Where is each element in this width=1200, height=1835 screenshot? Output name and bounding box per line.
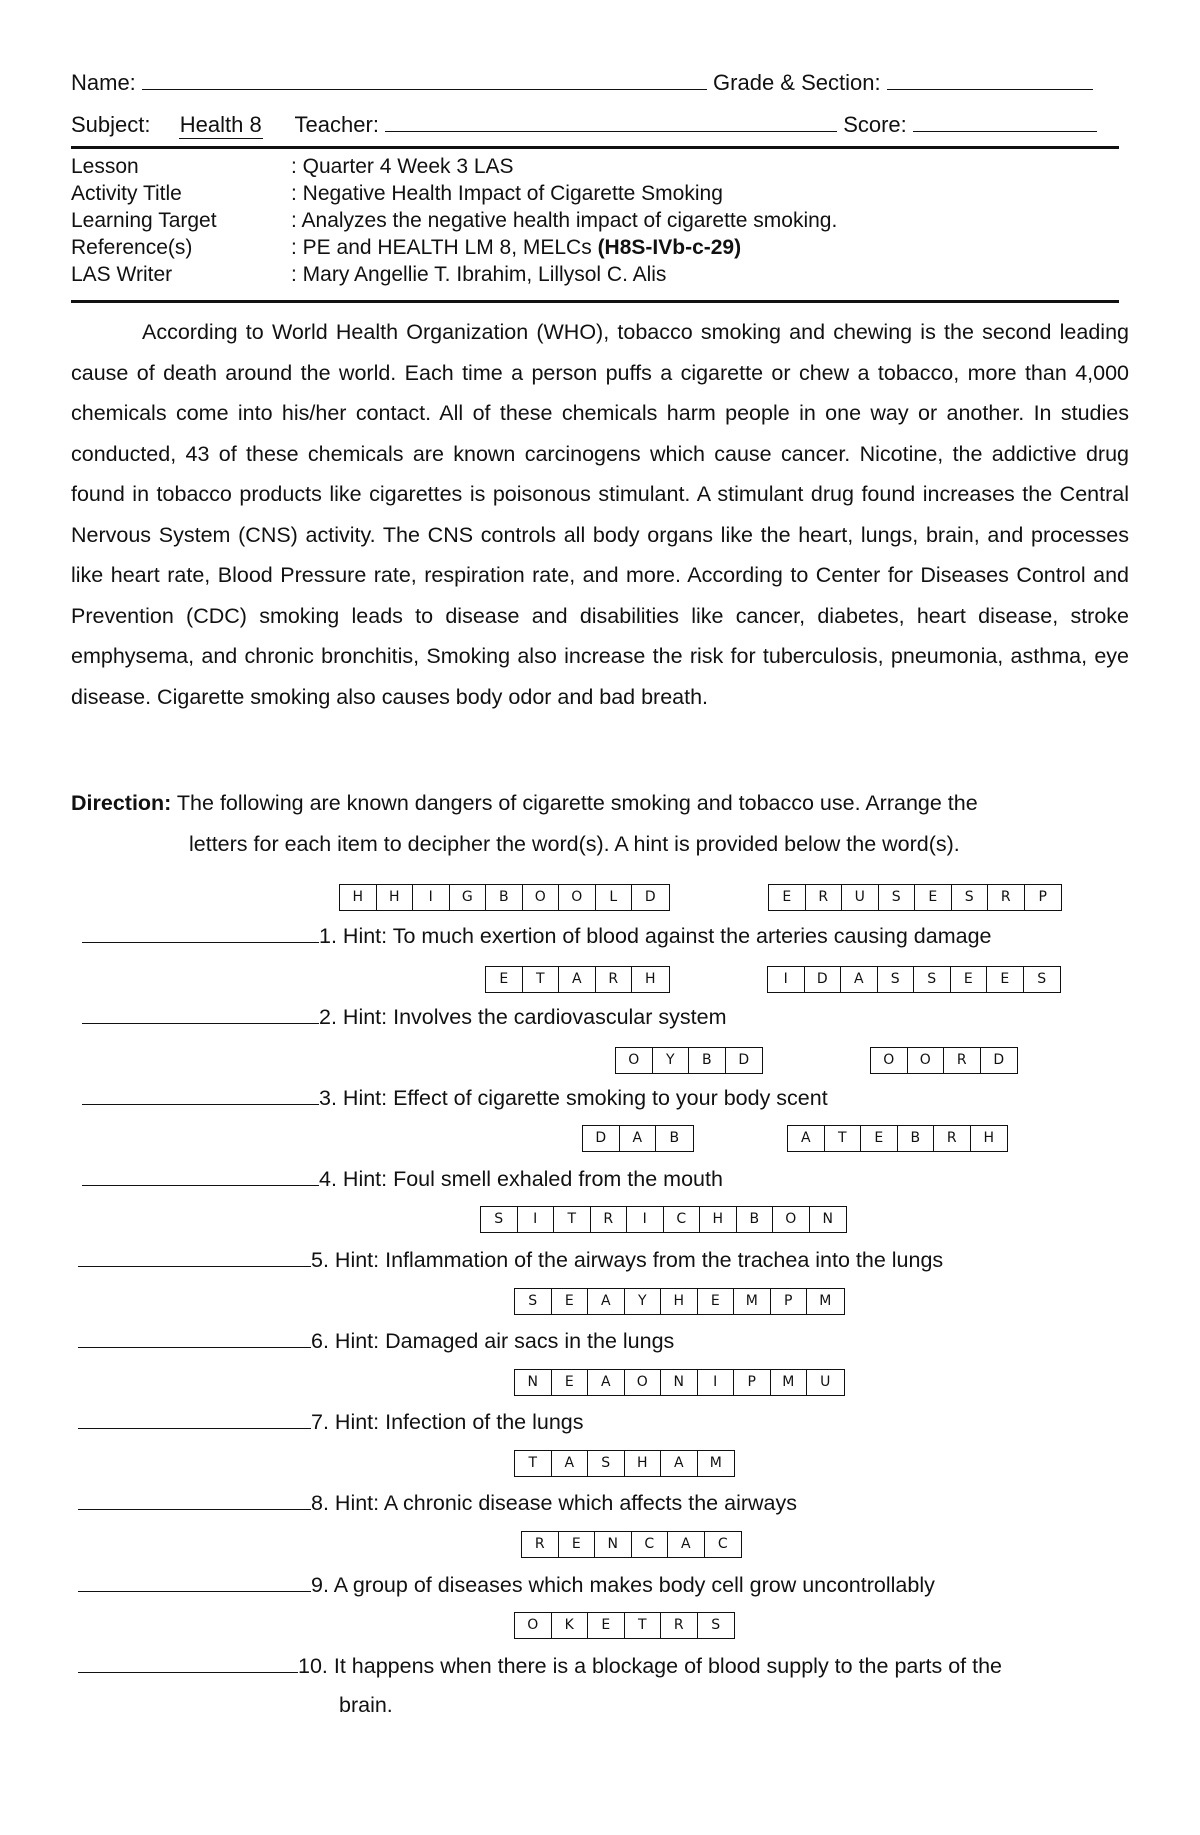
letter-cell: A (620, 1126, 657, 1151)
letter-cell: H (983, 1130, 995, 1146)
letter-cell: I (768, 967, 805, 992)
letter-cell: A (788, 1126, 825, 1151)
letter-cell: S (878, 967, 915, 992)
item-number: 1. (319, 924, 337, 948)
letter-cell: O (908, 1048, 945, 1073)
item-number: 9. (311, 1573, 329, 1597)
info-row-las-writer (71, 262, 666, 288)
letter-box-group (480, 1206, 847, 1233)
info-label: LAS Writer (71, 263, 173, 286)
letter-cell: S (711, 1617, 721, 1633)
item-number: 10. (298, 1654, 328, 1678)
item-number: 7. (311, 1410, 329, 1434)
item-number: 2. (319, 1005, 337, 1029)
letter-cell: O (523, 885, 560, 910)
letter-cell: A (668, 1532, 705, 1557)
letter-cell: D (583, 1126, 620, 1151)
letter-cell: S (515, 1289, 552, 1314)
letter-cell: B (689, 1048, 726, 1073)
letter-cell: H (377, 885, 414, 910)
letter-cell: O (559, 885, 596, 910)
letter-cell: K (552, 1613, 589, 1638)
answer-blank[interactable] (82, 1003, 319, 1024)
letter-cell: A (841, 967, 878, 992)
letter-cell: A (661, 1451, 698, 1476)
item-hint: A group of diseases which makes body cell grow uncontrollably (328, 1573, 935, 1597)
score-label: Score: (843, 112, 907, 137)
answer-blank[interactable] (78, 1571, 311, 1592)
letter-box-group (870, 1047, 1018, 1074)
intro-paragraph-text: According to World Health Organization (WHO), tobacco smoking and chewing is the second leading cause of death around the world. Each time a person puffs a cigarette or chew a tobacco, more than 4,000 chemicals come into his/her contact. All of these chemicals harm people in one way or another. In studies conducted, 43 of these chemicals are known carcinogens which cause cancer. Nicotine, the addictive drug found in tobacco products like cigarettes is poisonous stimulant. A stimulant drug found increases the Central Nervous System (CNS) activity. The CNS controls all body organs like the heart, lungs, brain, and processes like heart rate, Blood Pressure rate, respiration rate, and more. According to Center for Diseases Control and Prevention (CDC) smoking leads to disease and disabilities like cancer, diabetes, heart disease, stroke emphysema, and chronic bronchitis, Smoking also increase the risk for tuberculosis, pneumonia, asthma, eye disease. Cigarette smoking also causes body odor and bad breath. (71, 320, 1129, 709)
letter-cell: T (625, 1613, 662, 1638)
answer-blank[interactable] (78, 1408, 311, 1429)
letter-cell: A (552, 1451, 589, 1476)
letter-cell: B (486, 885, 523, 910)
info-value: : Quarter 4 Week 3 LAS (291, 155, 514, 178)
letter-cell: R (806, 885, 843, 910)
letter-cell: N (515, 1370, 552, 1395)
letter-cell: O (625, 1370, 662, 1395)
letter-box-group (485, 966, 670, 993)
info-value: : Mary Angellie T. Ibrahim, Lillysol C. Alis (291, 263, 667, 286)
letter-cell: M (709, 1455, 722, 1471)
letter-cell: M (819, 1293, 832, 1309)
letter-cell: D (993, 1052, 1005, 1068)
puzzle-item (78, 1652, 1002, 1679)
item-number: 5. (311, 1248, 329, 1272)
letter-cell: R (596, 967, 633, 992)
teacher-field[interactable] (385, 113, 837, 132)
direction-text: The following are known dangers of cigarette smoking and tobacco use. Arrange the (171, 791, 978, 815)
item-number: 6. (311, 1329, 329, 1353)
grade-field[interactable] (887, 71, 1093, 90)
letter-cell: E (769, 885, 806, 910)
puzzle-item (78, 1246, 943, 1273)
info-row-learning-target (71, 208, 837, 234)
header-divider-bottom (71, 300, 1119, 303)
item-hint: Hint: Damaged air sacs in the lungs (328, 1329, 675, 1353)
item-hint: Hint: To much exertion of blood against the arteries causing damage (336, 924, 992, 948)
letter-cell: D (738, 1052, 750, 1068)
letter-cell: D (644, 889, 656, 905)
info-row-references (71, 235, 741, 261)
letter-cell: R (934, 1126, 971, 1151)
teacher-label: Teacher: (294, 112, 379, 137)
puzzle-item (78, 1327, 674, 1354)
answer-blank[interactable] (82, 1084, 319, 1105)
info-row-lesson (71, 154, 514, 180)
letter-cell: I (627, 1207, 664, 1232)
answer-blank[interactable] (78, 1327, 311, 1348)
item-hint: Hint: A chronic disease which affects the airways (328, 1491, 797, 1515)
letter-cell: A (588, 1370, 625, 1395)
letter-cell: O (773, 1207, 810, 1232)
letter-cell: I (518, 1207, 555, 1232)
info-label: Learning Target (71, 209, 217, 232)
letter-cell: A (588, 1289, 625, 1314)
letter-cell: R (988, 885, 1025, 910)
letter-box-group (768, 884, 1062, 911)
answer-blank[interactable] (82, 922, 319, 943)
letter-cell: R (661, 1613, 698, 1638)
letter-cell: H (661, 1289, 698, 1314)
letter-cell: I (698, 1370, 735, 1395)
item-number: 3. (319, 1086, 337, 1110)
letter-cell: T (554, 1207, 591, 1232)
direction-line-1 (71, 790, 978, 816)
letter-cell: B (669, 1130, 680, 1146)
letter-cell: U (820, 1374, 831, 1390)
subject-label: Subject: (71, 112, 151, 137)
letter-cell: C (664, 1207, 701, 1232)
letter-cell: T (515, 1451, 552, 1476)
letter-cell: O (515, 1613, 552, 1638)
header-divider-top (71, 146, 1119, 149)
name-field[interactable] (142, 71, 707, 90)
item-hint: Hint: Infection of the lungs (328, 1410, 584, 1434)
letter-box-group (521, 1531, 742, 1558)
direction-text: letters for each item to decipher the word(s). A hint is provided below the word(s). (189, 832, 960, 856)
answer-blank[interactable] (78, 1652, 298, 1673)
letter-cell: O (871, 1048, 908, 1073)
letter-cell: E (698, 1289, 735, 1314)
letter-cell: C (717, 1536, 728, 1552)
answer-blank[interactable] (78, 1489, 311, 1510)
letter-box-group (582, 1125, 694, 1152)
letter-cell: N (595, 1532, 632, 1557)
letter-cell: S (1037, 971, 1047, 987)
letter-box-group (339, 884, 670, 911)
letter-box-group (615, 1047, 763, 1074)
letter-cell: R (522, 1532, 559, 1557)
info-label: Lesson (71, 155, 139, 178)
letter-cell: S (914, 967, 951, 992)
letter-cell: B (737, 1207, 774, 1232)
letter-cell: E (552, 1370, 589, 1395)
item-number: 8. (311, 1491, 329, 1515)
letter-cell: E (486, 967, 523, 992)
letter-cell: T (825, 1126, 862, 1151)
letter-cell: Y (625, 1289, 662, 1314)
direction-line-2 (189, 831, 960, 857)
info-value: : Analyzes the negative health impact of cigarette smoking. (291, 209, 838, 232)
score-field[interactable] (913, 113, 1097, 132)
item-hint: Hint: Involves the cardiovascular system (336, 1005, 727, 1029)
letter-cell: Y (653, 1048, 690, 1073)
puzzle-item (78, 1571, 935, 1598)
letter-cell: E (987, 967, 1024, 992)
letter-cell: R (591, 1207, 628, 1232)
letter-cell: P (771, 1289, 808, 1314)
grade-label: Grade & Section: (713, 70, 881, 95)
item-hint-continuation: brain. (339, 1693, 393, 1717)
subject-value: Health 8 (179, 112, 262, 137)
letter-cell: S (588, 1451, 625, 1476)
puzzle-item (82, 1003, 726, 1030)
letter-cell: G (450, 885, 487, 910)
puzzle-item (82, 1084, 828, 1111)
letter-cell: E (861, 1126, 898, 1151)
info-row-activity-title (71, 181, 723, 207)
item-hint: Hint: Effect of cigarette smoking to your body scent (336, 1086, 828, 1110)
letter-box-group (514, 1369, 845, 1396)
item-hint: Hint: Foul smell exhaled from the mouth (336, 1167, 723, 1191)
letter-cell: E (951, 967, 988, 992)
letter-cell: R (944, 1048, 981, 1073)
answer-blank[interactable] (82, 1165, 319, 1186)
letter-cell: H (625, 1451, 662, 1476)
letter-cell: O (616, 1048, 653, 1073)
puzzle-item (78, 1489, 797, 1516)
letter-cell: C (632, 1532, 669, 1557)
letter-cell: L (596, 885, 633, 910)
direction-label: Direction: (71, 791, 172, 815)
letter-cell: E (588, 1613, 625, 1638)
letter-box-group (514, 1288, 845, 1315)
item-hint: It happens when there is a blockage of blood supply to the parts of the (327, 1654, 1003, 1678)
puzzle-item (82, 922, 991, 949)
intro-paragraph (71, 312, 1129, 717)
letter-cell: T (523, 967, 560, 992)
letter-cell: A (559, 967, 596, 992)
letter-cell: P (1038, 889, 1047, 905)
letter-box-group (767, 966, 1061, 993)
letter-cell: H (700, 1207, 737, 1232)
melc-code: (H8S-IVb-c-29) (597, 236, 742, 259)
letter-cell: N (822, 1211, 833, 1227)
letter-cell: U (842, 885, 879, 910)
info-label: Activity Title (71, 182, 182, 205)
letter-cell: S (879, 885, 916, 910)
answer-blank[interactable] (78, 1246, 311, 1267)
letter-cell: N (661, 1370, 698, 1395)
letter-cell: P (734, 1370, 771, 1395)
letter-box-group (514, 1612, 735, 1639)
info-value: : Negative Health Impact of Cigarette Smoking (291, 182, 723, 205)
puzzle-item (78, 1408, 584, 1435)
letter-cell: S (952, 885, 989, 910)
header-subject-row (71, 112, 1097, 139)
item-number: 4. (319, 1167, 337, 1191)
info-value: : PE and HEALTH LM 8, MELCs (291, 236, 598, 259)
letter-cell: M (734, 1289, 771, 1314)
letter-box-group (514, 1450, 735, 1477)
letter-cell: H (340, 885, 377, 910)
header-name-row (71, 70, 1093, 96)
letter-cell: B (898, 1126, 935, 1151)
letter-cell: E (559, 1532, 596, 1557)
letter-cell: M (771, 1370, 808, 1395)
letter-box-group (787, 1125, 1008, 1152)
letter-cell: I (413, 885, 450, 910)
info-label: Reference(s) (71, 236, 193, 259)
letter-cell: E (552, 1289, 589, 1314)
letter-cell: D (805, 967, 842, 992)
letter-cell: S (481, 1207, 518, 1232)
puzzle-item (82, 1165, 723, 1192)
letter-cell: H (644, 971, 656, 987)
name-label: Name: (71, 70, 136, 95)
letter-cell: E (915, 885, 952, 910)
item-hint: Hint: Inflammation of the airways from the trachea into the lungs (328, 1248, 944, 1272)
